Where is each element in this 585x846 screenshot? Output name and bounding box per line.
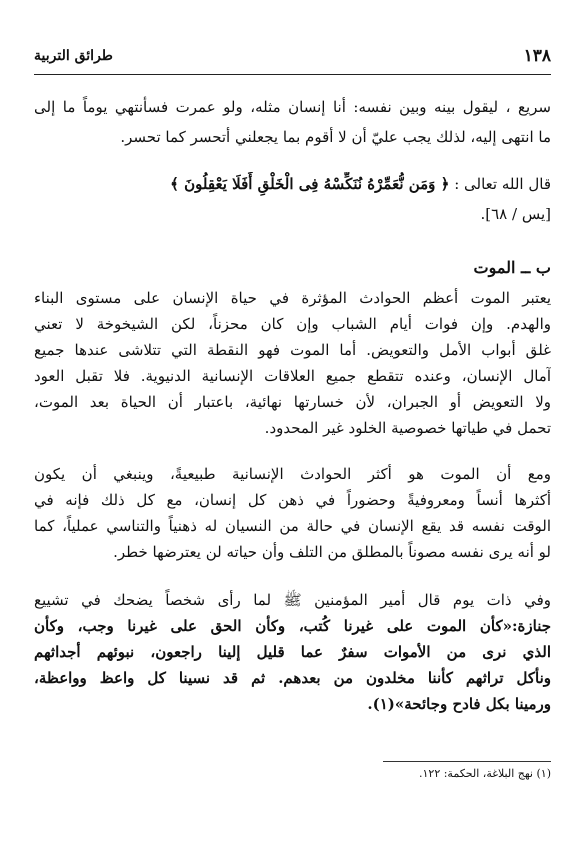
- quran-verse: ﴿ وَمَن نُّعَمِّرْهُ نُنَكِّسْهُ فِى الْخَلْقِ أَفَلَا يَعْقِلُونَ ﴾: [170, 175, 450, 193]
- footnote-divider: [383, 761, 551, 762]
- page-number: ١٣٨: [523, 46, 551, 66]
- running-title: طرائق التربية: [34, 48, 113, 64]
- paragraph-2-line-4: آمال الإنسان، وعنده تتقطع جميع العلاقات الإنسانية الدنيوية. فلا تقبل العود: [34, 367, 551, 385]
- quran-quote-line: [34, 172, 551, 196]
- paragraph-3-line-1: ومع أن الموت هو أكثر الحوادث الإنسانية طبيعيةً، وينبغي أن يكون: [34, 465, 551, 483]
- paragraph-4-line-5: ورمينا بكل فادح وجائحة»(١).: [367, 695, 551, 713]
- paragraph-1-line-1: سريع ، ليقول بينه وبين نفسه: أنا إنسان مثله، ولو عمرت فسأنتهي يوماً ما إلى: [34, 98, 551, 116]
- paragraph-2-line-5: ولا التعويض أو الجبران، لأن خسارتها نهائية، باعتبار أن الحياة بعد الموت،: [34, 393, 551, 411]
- footnote: (١) نهج البلاغة، الحكمة: ١٢٢.: [419, 767, 551, 780]
- paragraph-3-line-4: لو أنه يرى نفسه مصوناً بالمطلق من التلف وأن حياته لن يعترضها خطر.: [113, 543, 551, 561]
- paragraph-3-line-3: الوقت نفسه قد يقع الإنسان في حالة من النسيان له ذهنياً والتناسي عملياً، كما: [34, 517, 551, 535]
- paragraph-3-line-2: أكثرها أنساً ومعروفيةً وحضوراً في ذهن كل إنسان، مع كل ذلك فإنه في: [34, 491, 551, 509]
- paragraph-2-line-6: تحمل في طياتها خصوصية الخلود غير المحدود.: [264, 419, 551, 437]
- paragraph-2-line-1: يعتبر الموت أعظم الحوادث المؤثرة في حياة الإنسان على مستوى البناء: [34, 289, 551, 307]
- paragraph-1-line-2: ما انتهى إليه، لذلك يجب عليّ أن لا أقوم بما يجعلني أتحسر كما تحسر.: [120, 128, 551, 146]
- quote-intro: قال الله تعالى :: [454, 175, 551, 193]
- section-subheading: ب ــ الموت: [473, 258, 551, 277]
- paragraph-4-line-3: الذي نرى من الأموات سفرٌ عما قليل إلينا راجعون، نبوئهم أجداثهم: [34, 643, 551, 661]
- paragraph-4-line-1: وفي ذات يوم قال أمير المؤمنين ﷺ لما رأى شخصاً يضحك في تشييع: [34, 591, 551, 609]
- paragraph-4-line-4: ونأكل تراثهم كأننا مخلدون من بعدهم. ثم قد نسينا كل واعظ وواعظة،: [34, 669, 551, 687]
- page-header: [34, 44, 551, 75]
- paragraph-2-line-3: غلق أبواب الأمل والتعويض. أما الموت فهو النقطة التي تتلاشى عندها جميع: [34, 341, 551, 359]
- paragraph-2-line-2: والهدم. وإن فوات أيام الشباب وإن كان محزناً، لكن الشيخوخة لا تعني: [34, 315, 551, 333]
- quran-reference: [يس / ٦٨].: [480, 205, 551, 223]
- paragraph-4-line-2: جنازة:«كأن الموت على غيرنا كُتب، وكأن الحق على غيرنا وجب، وكأن: [34, 617, 551, 635]
